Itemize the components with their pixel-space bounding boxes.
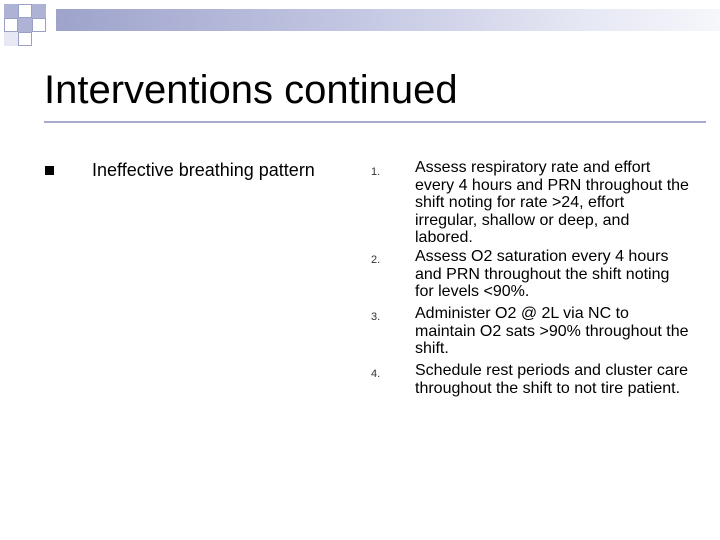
slide-title: Interventions continued	[44, 68, 458, 112]
deco-square	[32, 4, 46, 18]
deco-square	[18, 4, 32, 18]
item-number: 3.	[371, 311, 381, 323]
intervention-item: Administer O2 @ 2L via NC to maintain O2 sats >90% throughout the shift.	[415, 305, 689, 357]
deco-square	[4, 4, 18, 18]
intervention-item: Assess O2 saturation every 4 hours and PRN throughout the shift noting for levels <90%.	[415, 248, 670, 300]
deco-square	[4, 18, 18, 32]
intervention-item: Schedule rest periods and cluster care throughout the shift to not tire patient.	[415, 362, 689, 397]
deco-square	[32, 18, 46, 32]
intervention-item: Assess respiratory rate and effort every 4 hours and PRN throughout the shift noting for rate >24, effort irregular, shallow or deep, and labored.	[415, 159, 689, 246]
top-gradient-band	[56, 9, 720, 31]
square-bullet-icon	[45, 166, 54, 175]
item-number: 1.	[371, 166, 381, 178]
deco-square	[18, 18, 32, 32]
deco-square	[4, 32, 18, 46]
bullet-text: Ineffective breathing pattern	[92, 160, 315, 180]
item-number: 2.	[371, 254, 381, 266]
item-number: 4.	[371, 368, 381, 380]
deco-square	[18, 32, 32, 46]
title-divider	[44, 121, 706, 123]
